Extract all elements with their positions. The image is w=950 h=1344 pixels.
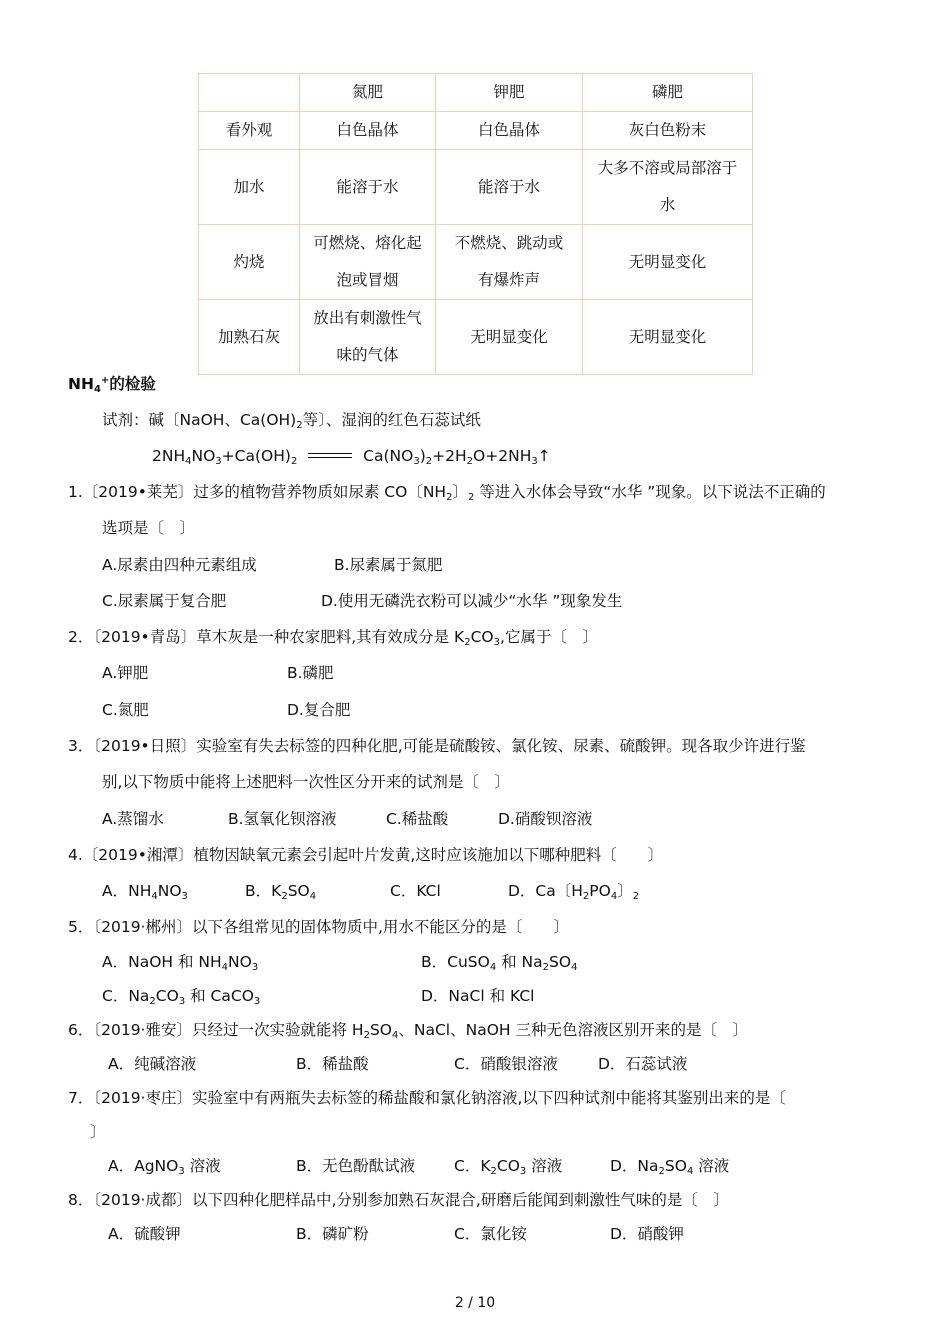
- option-c: C.稀盐酸: [386, 810, 449, 828]
- table-cell: 能溶于水: [436, 150, 583, 225]
- row-label: 看外观: [199, 112, 300, 150]
- equals-sign-icon: [308, 453, 352, 461]
- option-a: A．NaOH 和 $NH_4NO_3$: [102, 953, 259, 973]
- question-1-stem-cont: 选项是〔 〕: [102, 519, 196, 537]
- option-d: D．石蕊试液: [598, 1055, 688, 1073]
- option-b: B.氢氧化钡溶液: [228, 810, 337, 828]
- option-c: C．硝酸银溶液: [454, 1055, 558, 1073]
- section-title: $NH_4^+$的检验: [68, 375, 156, 395]
- question-2-stem: 2．〔2019•青岛〕草木灰是一种农家肥料,其有效成分是 $K_2CO_3$,它属于〔 〕: [68, 628, 598, 648]
- option-c: C．$Na_2CO_3$ 和 CaCO$_3$: [102, 987, 261, 1007]
- table-cell: 能溶于水: [300, 150, 436, 225]
- question-7-stem: 7．〔2019·枣庄〕实验室中有两瓶失去标签的稀盐酸和氯化钠溶液,以下四种试剂中能将其鉴别出来的是〔: [68, 1089, 786, 1107]
- option-c: C．氯化铵: [454, 1225, 527, 1243]
- question-1-options: [102, 553, 443, 577]
- question-3-stem: 3．〔2019•日照〕实验室有失去标签的四种化肥,可能是硫酸铵、氯化铵、尿素、硫酸钾。现各取少许进行鉴: [68, 737, 806, 755]
- table-header-cell: 氮肥: [300, 74, 436, 112]
- table-cell: 放出有刺激性气味的气体: [300, 300, 436, 375]
- table-header-cell: [199, 74, 300, 112]
- fertilizer-comparison-table: [198, 73, 753, 375]
- table-header-row: [199, 74, 753, 112]
- option-b: B．稀盐酸: [296, 1055, 369, 1073]
- option-d: D.硝酸钡溶液: [498, 810, 593, 828]
- option-c: C.氮肥: [102, 701, 149, 719]
- table-cell: 无明显变化: [583, 300, 753, 375]
- option-a: A．纯碱溶液: [108, 1055, 197, 1073]
- table-cell: 无明显变化: [583, 225, 753, 300]
- table-row: [199, 112, 753, 150]
- option-a: A．AgNO$_3$ 溶液: [108, 1157, 221, 1177]
- option-a: A.尿素由四种元素组成: [102, 556, 257, 574]
- table-row: [199, 150, 753, 225]
- option-d: D．硝酸钾: [610, 1225, 684, 1243]
- option-c: C．$K_2CO_3$ 溶液: [454, 1157, 563, 1177]
- option-d: D．NaCl 和 KCl: [421, 987, 535, 1005]
- page-number: 2 / 10: [454, 1295, 496, 1311]
- table-cell: 白色晶体: [300, 112, 436, 150]
- table-cell: 不燃烧、跳动或有爆炸声: [436, 225, 583, 300]
- option-b: B.磷肥: [287, 664, 334, 682]
- table-row: [199, 300, 753, 375]
- question-7-options: [108, 1154, 729, 1178]
- option-c: C．KCl: [390, 882, 441, 900]
- table-row: [199, 225, 753, 300]
- question-8-options: [108, 1222, 684, 1246]
- row-label: 加熟石灰: [199, 300, 300, 375]
- question-6-options: [108, 1052, 687, 1076]
- option-a: A.钾肥: [102, 664, 149, 682]
- question-6-stem: 6．〔2019·雅安〕只经过一次实验就能将 $H_2SO_4$、NaCl、NaOH 三种无色溶液区别开来的是〔 〕: [68, 1021, 748, 1041]
- row-label: 加水: [199, 150, 300, 225]
- option-b: B．磷矿粉: [296, 1225, 369, 1243]
- table-header-cell: 钾肥: [436, 74, 583, 112]
- question-3-options: [102, 807, 592, 831]
- question-8-stem: 8．〔2019·成都〕以下四种化肥样品中,分别参加熟石灰混合,研磨后能闻到刺激性气味的是〔 〕: [68, 1191, 729, 1209]
- table-header-cell: 磷肥: [583, 74, 753, 112]
- table-cell: 白色晶体: [436, 112, 583, 150]
- question-2-options: [102, 698, 350, 722]
- question-4-stem: 4.〔2019•湘潭〕植物因缺氧元素会引起叶片发黄,这时应该施加以下哪种肥料〔 〕: [68, 846, 664, 864]
- table-cell: 灰白色粉末: [583, 112, 753, 150]
- question-2-options: [102, 661, 334, 685]
- question-3-stem-cont: 别,以下物质中能将上述肥料一次性区分开来的试剂是〔 〕: [102, 773, 510, 791]
- option-d: D．$Na_2SO_4$ 溶液: [610, 1157, 730, 1177]
- option-c: C.尿素属于复合肥: [102, 592, 227, 610]
- option-d: D.复合肥: [287, 701, 351, 719]
- question-4-options: [102, 879, 639, 903]
- question-5-options: [102, 984, 534, 1008]
- option-b: B.尿素属于氮肥: [334, 556, 443, 574]
- question-1-stem: 1.〔2019•莱芜〕过多的植物营养物质如尿素 CO〔$NH_2$〕$_2$ 等进入水体会导致“水华 ”现象。以下说法不正确的: [68, 483, 826, 503]
- reagent-line: 试剂：碱〔NaOH、$Ca(OH)_2$等〕、湿润的红色石蕊试纸: [102, 411, 481, 431]
- question-5-options: [102, 950, 577, 974]
- option-d: D．Ca〔$H_2PO_4$〕$_2$: [508, 882, 640, 902]
- question-5-stem: 5．〔2019·郴州〕以下各组常见的固体物质中,用水不能区分的是〔 〕: [68, 918, 569, 936]
- row-label: 灼烧: [199, 225, 300, 300]
- option-a: A．$NH_4NO_3$: [102, 882, 188, 902]
- option-a: A.蒸馏水: [102, 810, 164, 828]
- option-d: D.使用无磷洗衣粉可以减少“水华 ”现象发生: [321, 592, 623, 610]
- table-cell: 大多不溶或局部溶于水: [583, 150, 753, 225]
- question-1-options: [102, 589, 622, 613]
- table-cell: 无明显变化: [436, 300, 583, 375]
- table-cell: 可燃烧、熔化起泡或冒烟: [300, 225, 436, 300]
- option-b: B．CuSO$_4$ 和 $Na_2SO_4$: [421, 953, 578, 973]
- reaction-equation: $2NH_4NO_3+Ca(OH)_2$ $Ca(NO_3)_2+2H_2O+2NH_3↑$: [152, 447, 551, 467]
- option-a: A．硫酸钾: [108, 1225, 181, 1243]
- question-7-stem-cont: 〕: [90, 1123, 106, 1141]
- option-b: B．无色酚酞试液: [296, 1157, 416, 1175]
- option-b: B．$K_2SO_4$: [245, 882, 317, 902]
